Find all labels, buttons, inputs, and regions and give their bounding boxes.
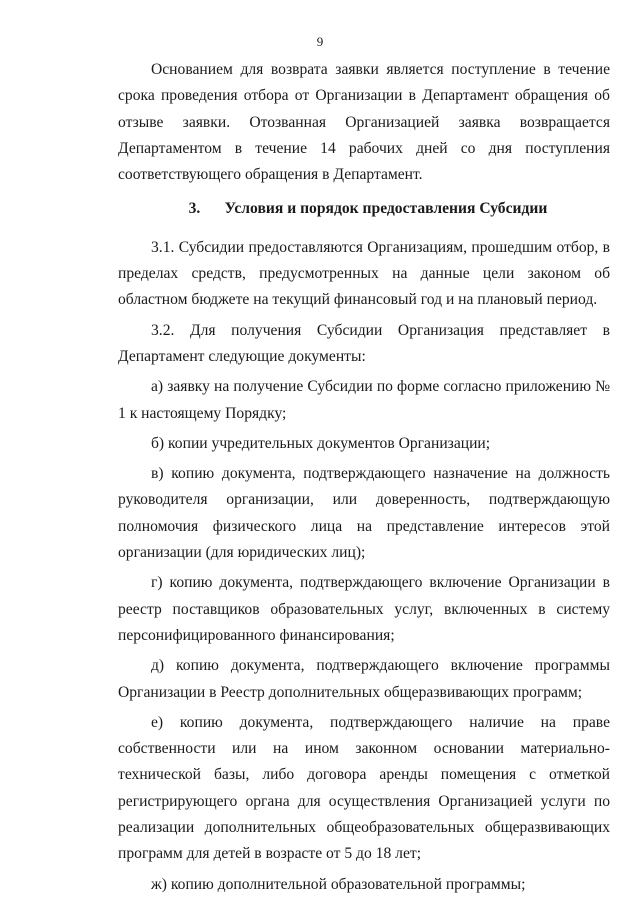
list-item-zh: ж) копию дополнительной образовательной программы; (151, 875, 526, 893)
list-item-e: е) копию документа, подтверждающего наличие на праве собственности или на ином законном основании материально-технической базы, либо договора аренды помещения с отметкой регистрирующего органа для осуществления Организацией услуги по реализации дополнительных общеобразовательных общеразвивающих программ для детей в возрасте от 5 до 18 лет; (118, 713, 610, 863)
list-item-a: а) заявку на получение Субсидии по форме согласно приложению № 1 к настоящему Порядку; (118, 378, 610, 422)
list-item-d: д) копию документа, подтверждающего включение программы Организации в Реестр дополнительных общеразвивающих программ; (118, 657, 610, 701)
section-heading (118, 196, 610, 222)
paragraph-3-2: 3.2. Для получения Субсидии Организация представляет в Департамент следующие документы: (118, 321, 610, 365)
section-number: 3. (188, 200, 201, 218)
list-item-b: б) копии учредительных документов Организации; (151, 434, 491, 452)
page-number: 9 (316, 34, 324, 49)
paragraph-withdrawal: Основанием для возврата заявки является поступление в течение срока проведения отбора от Организации в Департамент обращения об отзыве заявки. Отозванная Организацией заявка возвращается Департаментом в течение 14 рабочих дней со дня поступления соответствующего обращения в Департамент. (118, 61, 610, 184)
section-title: Условия и порядок предоставления Субсидии (224, 200, 548, 218)
list-item-v: в) копию документа, подтверждающего назначение на должность руководителя организации, или доверенность, подтверждающую полномочия физического лица на представление интересов этой организации (для юридических лиц); (118, 465, 610, 562)
paragraph-3-1: 3.1. Субсидии предоставляются Организациям, прошедшим отбор, в пределах средств, предусмотренных на данные цели законом об областном бюджете на текущий финансовый год и на плановый период. (118, 238, 610, 309)
list-item-g: г) копию документа, подтверждающего включение Организации в реестр поставщиков образовательных услуг, включенных в систему персонифицированного финансирования; (118, 574, 610, 644)
document-body (118, 57, 610, 898)
